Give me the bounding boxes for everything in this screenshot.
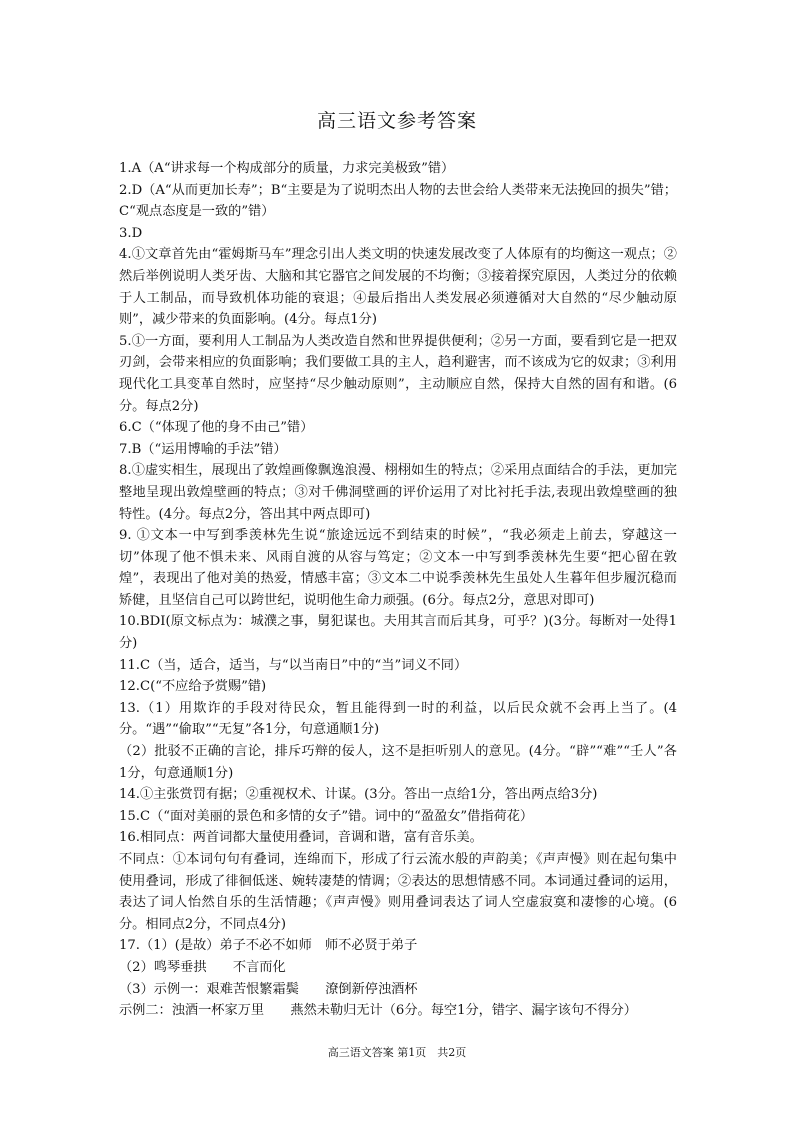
- answer-line: （2）批驳不正确的言论，排斥巧辩的佞人，这不是拒听别人的意见。(4分。“辟”“难”“壬人”各1分，句意通顺1分): [119, 744, 677, 781]
- answer-line: 示例二：浊酒一杯家万里 燕然未勒归无计（6分。每空1分，错字、漏字该句不得分）: [119, 1003, 637, 1019]
- answer-body: [119, 158, 677, 1022]
- answer-line: 2.D（A“从而更加长寿”；B“主要是为了说明杰出人物的去世会给人类带来无法挽回的损失”错；C“观点态度是一致的”错）: [119, 182, 677, 220]
- answer-line: 12.C(“不应给予赏赐”错): [119, 679, 267, 695]
- answer-line: （2）鸣琴垂拱 不言而化: [119, 959, 286, 975]
- page-footer: 高三语文答案 第1页 共2页: [327, 1046, 467, 1059]
- answer-line: 14.①主张赏罚有据；②重视权术、计谋。(3分。答出一点给1分，答出两点给3分): [119, 787, 598, 803]
- answer-line: 15.C（“面对美丽的景色和多情的女子”错。词中的“盈盈女”借指荷花）: [119, 808, 534, 824]
- answer-line: 9. ①文本一中写到季羡林先生说“旅途远远不到结束的时候”，“我必须走上前去，穿越这一切”体现了他不惧未来、风雨自渡的从容与笃定；②文本一中写到季羡林先生要“把心留在敦煌”，表现出了他对美的热爱，情感丰富；③文本二中说季羡林先生虽处人生暮年但步履沉稳而矫健，且坚信自己可以跨世纪，说明他生命力顽强。(6分。每点2分，意思对即可): [119, 528, 677, 608]
- answer-line: 11.C（当，适合，适当，与“以当南日”中的“当”词义不同）: [119, 657, 468, 673]
- answer-line: 3.D: [119, 225, 143, 241]
- answer-line: 16.相同点：两首词都大量使用叠词，音调和谐，富有音乐美。: [119, 830, 483, 846]
- answer-line: 6.C（“体现了他的身不由己”错）: [119, 420, 314, 436]
- answer-line: （3）示例一：艰难苦恨繁霜鬓 潦倒新停浊酒杯: [119, 981, 418, 997]
- answer-line: 13.（1）用欺诈的手段对待民众，暂且能得到一时的利益，以后民众就不会再上当了。(4分。“遇”“偷取”“无复”各1分，句意通顺1分): [119, 700, 677, 738]
- page-title: 高三语文参考答案: [316, 110, 477, 132]
- answer-line: 4.①文章首先由“霍姆斯马车”理念引出人类文明的快速发展改变了人体原有的均衡这一观点；②然后举例说明人类牙齿、大脑和其它器官之间发展的不均衡；③接着探究原因，人类过分的依赖于人工制品，而导致机体功能的衰退；④最后指出人类发展必须遵循对大自然的“尽少触动原则”，减少带来的负面影响。(4分。每点1分): [119, 247, 677, 328]
- answer-line: 17.（1）(是故）弟子不必不如师 师不必贤于弟子: [119, 938, 418, 954]
- answer-line: 7.B（“运用博喻的手法”错）: [119, 441, 287, 457]
- answer-line: 1.A（A“讲求每一个构成部分的质量，力求完美极致”错）: [119, 161, 455, 176]
- answer-line: 8.①虚实相生，展现出了敦煌画像飘逸浪漫、栩栩如生的特点；②采用点面结合的手法，更加完整地呈现出敦煌壁画的特点；③对千佛洞壁画的评价运用了对比衬托手法,表现出敦煌壁画的独特性。(4分。每点2分，答出其中两点即可): [119, 463, 677, 522]
- answer-line: 不同点：①本词句句有叠词，连绵而下，形成了行云流水般的声韵美；《声声慢》则在起句集中使用叠词，形成了徘徊低迷、婉转凄楚的情调；②表达的思想情感不同。本词通过叠词的运用，表达了词人怡然自乐的生活情趣；《声声慢》则用叠词表达了词人空虚寂寞和凄惨的心境。(6分。相同点2分，不同点4分): [119, 852, 677, 932]
- answer-line: 10.BDI(原文标点为：城濮之事，舅犯谋也。夫用其言而后其身，可乎？)(3分。每断对一处得1分): [119, 614, 677, 652]
- answer-line: 5.①一方面，要利用人工制品为人类改造自然和世界提供便利；②另一方面，要看到它是一把双刃剑，会带来相应的负面影响；我们要做工具的主人，趋利避害，而不该成为它的奴隶；③利用现代化工具变革自然时，应坚持“尽少触动原则”，主动顺应自然，保持大自然的固有和谐。(6分。每点2分): [119, 333, 677, 414]
